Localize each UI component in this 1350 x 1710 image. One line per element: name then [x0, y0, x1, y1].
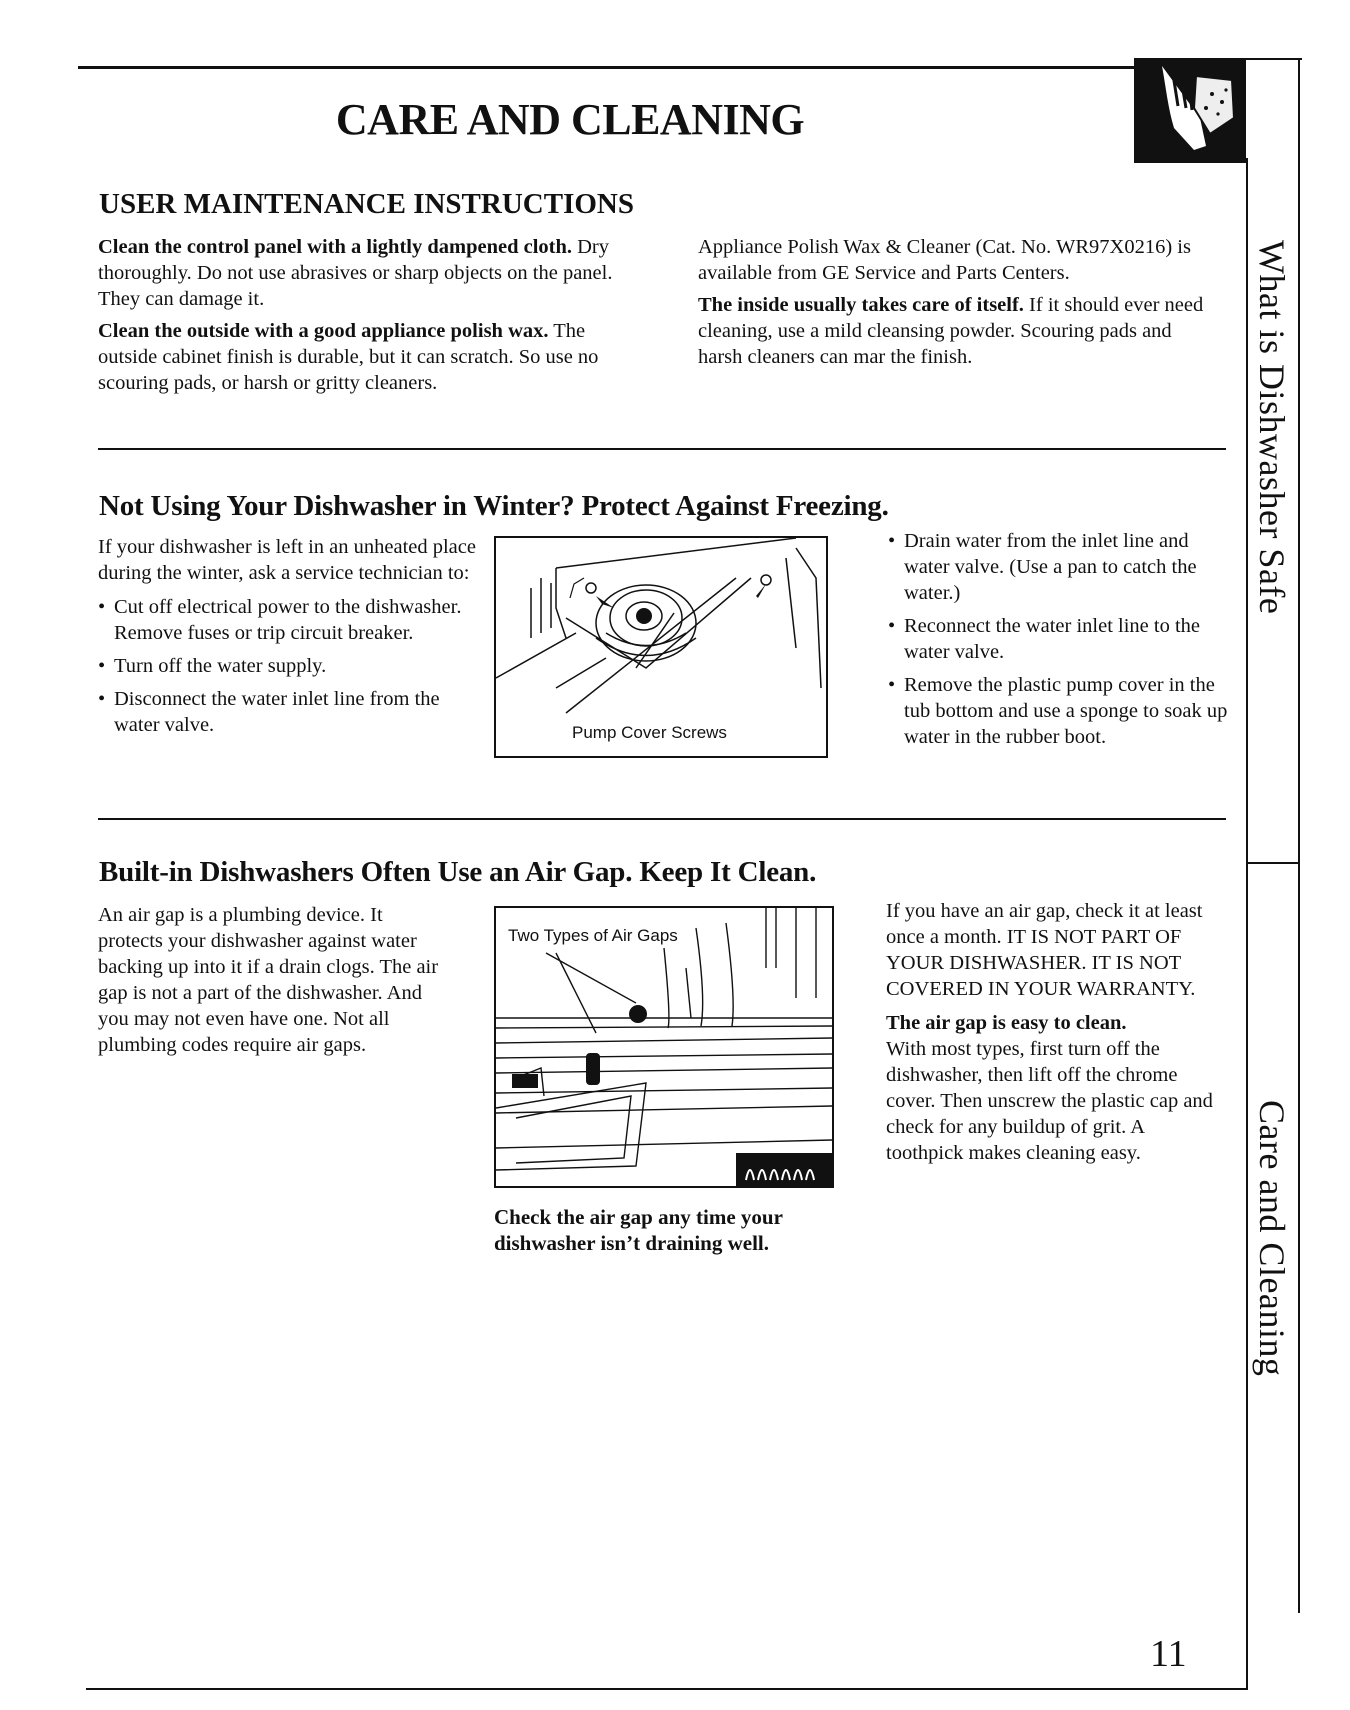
airgap-heading: Built-in Dishwashers Often Use an Air Gap. Keep It Clean. — [99, 856, 817, 888]
bottom-rule — [86, 1688, 1248, 1690]
winter-right-column — [888, 528, 1228, 757]
air-gaps-caption: Check the air gap any time your dishwasher isn’t draining well. — [494, 1205, 783, 1255]
winter-heading: Not Using Your Dishwasher in Winter? Protect Against Freezing. — [99, 490, 889, 522]
maintenance-right-column — [698, 234, 1218, 370]
control-panel-bold: Clean the control panel with a lightly dampened cloth. — [98, 236, 572, 258]
winter-intro: If your dishwasher is left in an unheated place during the winter, ask a service technician to: — [98, 536, 476, 584]
hand-sponge-icon — [1134, 58, 1246, 163]
list-item: • Turn off the water supply. — [98, 653, 478, 679]
list-item: • Drain water from the inlet line and water valve. (Use a pan to catch the water.) — [888, 528, 1228, 606]
side-tab-care-and-cleaning[interactable]: Care and Cleaning — [1252, 1100, 1292, 1377]
air-gaps-figure — [494, 906, 834, 1188]
section-rule-2 — [98, 818, 1226, 820]
tab-frame-left — [1246, 158, 1248, 1688]
list-item: • Cut off electrical power to the dishwasher. Remove fuses or trip circuit breaker. — [98, 594, 478, 646]
list-item: • Reconnect the water inlet line to the water valve. — [888, 613, 1228, 665]
air-gaps-label: Two Types of Air Gaps — [508, 926, 678, 945]
inside-paragraph — [698, 292, 1218, 370]
tab-frame-right — [1298, 58, 1300, 1613]
outside-text: The outside cabinet finish is durable, but it can scratch. So use no scouring pads, or harsh or gritty cleaners. — [98, 320, 599, 394]
airgap-intro: An air gap is a plumbing device. It protects your dishwasher against water backing up into it if a drain clogs. The air gap is not a part of the dishwasher. And you may not even have one. Not all plumbing codes require air gaps. — [98, 904, 439, 1056]
outside-bold: Clean the outside with a good appliance polish wax. — [98, 320, 549, 342]
page-number: 11 — [1150, 1633, 1187, 1675]
side-tab-what-is-dishwasher-safe[interactable]: What is Dishwasher Safe — [1252, 240, 1292, 615]
maintenance-heading: USER MAINTENANCE INSTRUCTIONS — [99, 188, 634, 220]
airgap-right-column — [886, 898, 1226, 1166]
air-gaps-illustration — [496, 908, 832, 1186]
inside-bold: The inside usually takes care of itself. — [698, 294, 1024, 316]
airgap-left-column — [98, 902, 446, 1058]
airgap-warning-paragraph: If you have an air gap, check it at least once a month. IT IS NOT PART OF YOUR DISHWASHER. IT IS NOT COVERED IN YOUR WARRANTY. — [886, 900, 1203, 1000]
tab-divider — [1246, 862, 1300, 864]
airgap-clean-paragraph — [886, 1010, 1226, 1166]
list-item: • Remove the plastic pump cover in the tub bottom and use a sponge to soak up water in the rubber boot. — [888, 672, 1228, 750]
airgap-clean-text: With most types, first turn off the dishwasher, then lift off the chrome cover. Then unscrew the plastic cap and check for any buildup of grit. A toothpick makes cleaning easy. — [886, 1038, 1213, 1164]
control-panel-text: Dry thoroughly. Do not use abrasives or sharp objects on the panel. They can damage it. — [98, 236, 613, 310]
pump-cover-caption: Pump Cover Screws — [572, 723, 727, 742]
control-panel-paragraph — [98, 234, 618, 312]
pump-cover-figure — [494, 536, 828, 758]
page-title: CARE AND CLEANING — [335, 95, 805, 144]
inside-text: If it should ever need cleaning, use a mild cleansing powder. Scouring pads and harsh cleaners can mar the finish. — [698, 294, 1204, 368]
polish-wax-paragraph: Appliance Polish Wax & Cleaner (Cat. No. WR97X0216) is available from GE Service and Parts Centers. — [698, 236, 1191, 284]
outside-paragraph — [98, 318, 618, 396]
winter-left-column — [98, 534, 478, 745]
winter-left-list — [98, 594, 478, 738]
airgap-clean-bold: The air gap is easy to clean. — [886, 1012, 1127, 1034]
list-item: • Disconnect the water inlet line from the water valve. — [98, 686, 478, 738]
section-rule-1 — [98, 448, 1226, 450]
winter-right-list — [888, 528, 1228, 750]
top-rule — [78, 66, 1134, 69]
maintenance-left-column — [98, 234, 618, 396]
